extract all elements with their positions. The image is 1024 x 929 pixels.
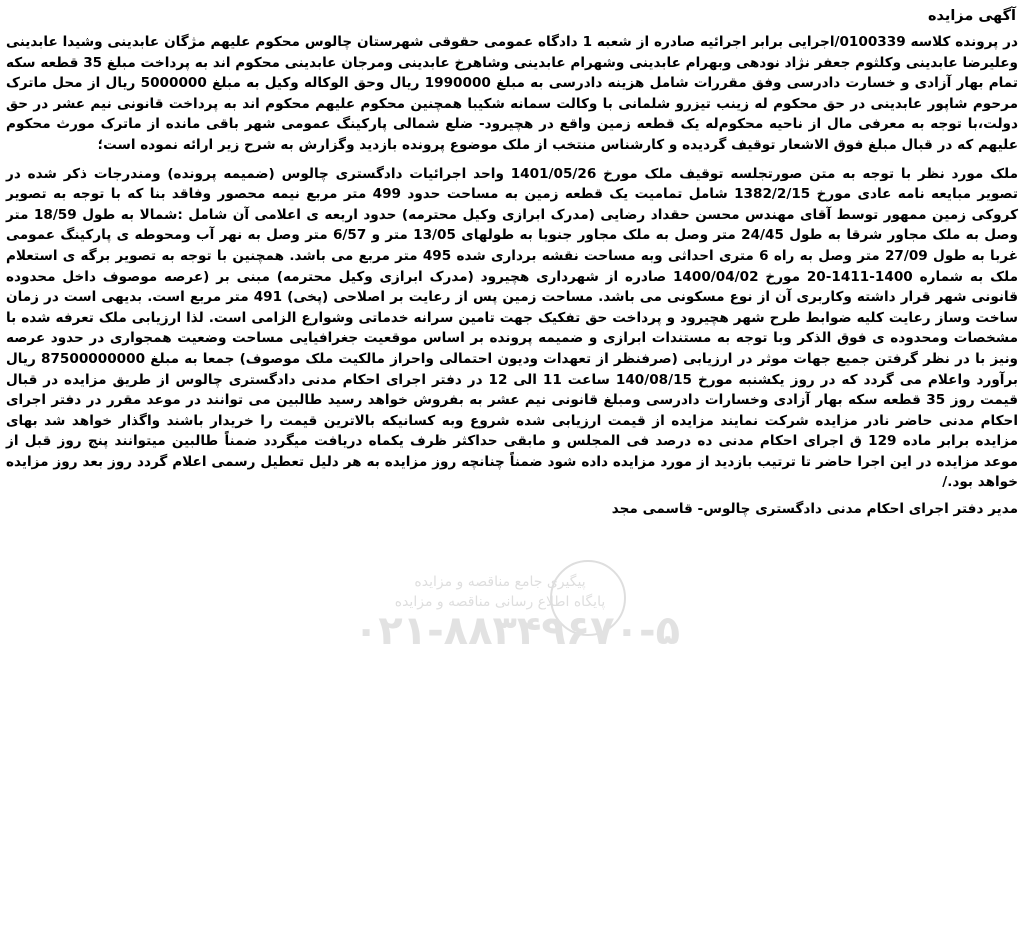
watermark-line-2: پایگاه اطلاع رسانی مناقصه و مزایده — [394, 594, 606, 610]
notice-paragraph-case: در پرونده کلاسه 0100339/اجرایی برابر اجرائیه صادره از شعبه 1 دادگاه عمومی حقوقی شهرستان چالوس محکوم علیهم مژگان عابدینی وشیدا عابدینی وعلیرضا عابدینی وکلثوم جعفر نژاد نودهی وبهرام عابدینی وشهرام عابدینی وشاهرخ عابدینی ومرجان عابدینی محکوم اند به پرداخت مبلغ 35 قطعه سکه تمام بهار آزادی و خسارت دادرسی وفق مقررات شامل هزینه دادرسی به مبلغ 1990000 ریال وحق الوکاله وکیل به مبلغ 5000000 ریال از محل ماترک مرحوم شاپور عابدینی در حق محکوم له زینب تیزرو شلمانی با وکالت سمانه شکیبا همچنین محکوم علیهم محکوم اند به پرداخت قانونی نیم عشر در حق دولت،با توجه به معرفی مال از ناحیه محکوم‌له یک قطعه زمین واقع در هچیرود- ضلع شمالی پارکینگ عمومی شهر باقی مانده از ماترک مورث محکوم علیهم که در قبال مبلغ فوق الاشعار توقیف گردیده و کارشناس منتخب از ملک موضوع پرونده بازدید وگزارش به شرح زیر ارائه نموده است؛ — [6, 34, 1019, 153]
notice-title: آگهی مزایده — [927, 8, 1016, 24]
notice-signature: مدیر دفتر اجرای احکام مدنی دادگستری چالوس- قاسمی مجد — [611, 501, 1018, 518]
notice-paragraph-property: ملک مورد نظر با توجه به متن صورتجلسه توقیف ملک مورخ 1401/05/26 واحد اجرائیات دادگستری چالوس (ضمیمه پرونده) ومندرجات ذکر شده در تصویر مبایعه نامه عادی مورخ 1382/2/15 شامل تمامیت یک قطعه زمین به مساحت حدود 499 متر مربع نیمه محصور وفاقد بنا که با توجه به تصویر کروکی زمین ممهور توسط آقای مهندس محسن حقداد رضایی (مدرک ابرازی وکیل محترمه) حدود اربعه ی اعلامی آن شامل :شمالا به طول 18/59 متر وصل به ملک مجاور شرقا به طول 24/45 متر وصل به ملک مجاور جنوبا به طولهای 13/05 متر و 6/57 متر وصل به نهر آب ومحوطه ی پارکینگ عمومی غربا به طول 27/09 متر وصل به راه 6 متری احداثی وبه مساحت نقشه برداری شده 495 متر مربع می باشد. همچنین با توجه به تصویر برگه ی استعلام ملک به شماره 1400-1411-20 مورخ 1400/04/02 صادره از شهرداری هچیرود (مدرک ابرازی وکیل محترمه) مبنی بر (عرصه موصوف داخل محدوده قانونی شهر قرار داشته وکاربری آن از نوع مسکونی می باشد. مساحت زمین پس از رعایت بر اصلاحی (پخی) 491 متر مربع است. بدیهی است در زمان ساخت وساز رعایت کلیه ضوابط طرح شهر هچیرود و پرداخت حق تفکیک جهت تامین سرانه خدماتی وشوارع الزامی است. لذا ارزیابی ملک تعرفه شده با مشخصات ومحدوده ی فوق الذکر وبا توجه به مستندات ابرازی و ضمیمه پرونده بر اساس موقعیت جغرافیایی مساحت وضعیت همجواری در حدود عرصه ونیز با در نظر گرفتن جمیع جهات موثر در ارزیابی (صرفنظر از تعهدات ودیون احتمالی واحراز مالکیت ملک موصوف) جمعا به مبلغ 87500000000 ریال برآورد واعلام می گردد که در روز یکشنبه مورخ 140/08/15 ساعت 11 الی 12 در دفتر اجرای احکام مدنی دادگستری چالوس از طریق مزایده در قبال قیمت روز 35 قطعه سکه بهار آزادی وخسارات دادرسی ومبلغ قانونی نیم عشر به بفروش خواهد رسید طالبین می توانند در موعد مقرر در دفتر اجرای احکام مدنی حاضر نادر مزایده شرکت نمایند مزایده از قیمت ارزیابی شده شروع وبه کسانیکه بالاترین قیمت را خریدار باشند واگذار خواهد شد بهای مزایده برابر ماده 129 ق اجرای احکام مدنی ده درصد فی المجلس و مابقی حداکثر ظرف یکماه دریافت میگردد ضمناً طالبین میتوانند پنج روز قبل از موعد مزایده در این اجرا حاضر تا ترتیب بازدید از مورد مزایده داده شود ضمناً چنانچه روز مزایده به هر دلیل تعطیل رسمی اعلام گردد روز بعد روز مزایده خواهد بود./ — [6, 165, 1019, 491]
watermark-line-1: پیگیری جامع مناقصه و مزایده — [414, 574, 586, 590]
watermark-phone: ۰۲۱-۸۸۳۴۹۶۷۰-۵ — [353, 608, 680, 654]
